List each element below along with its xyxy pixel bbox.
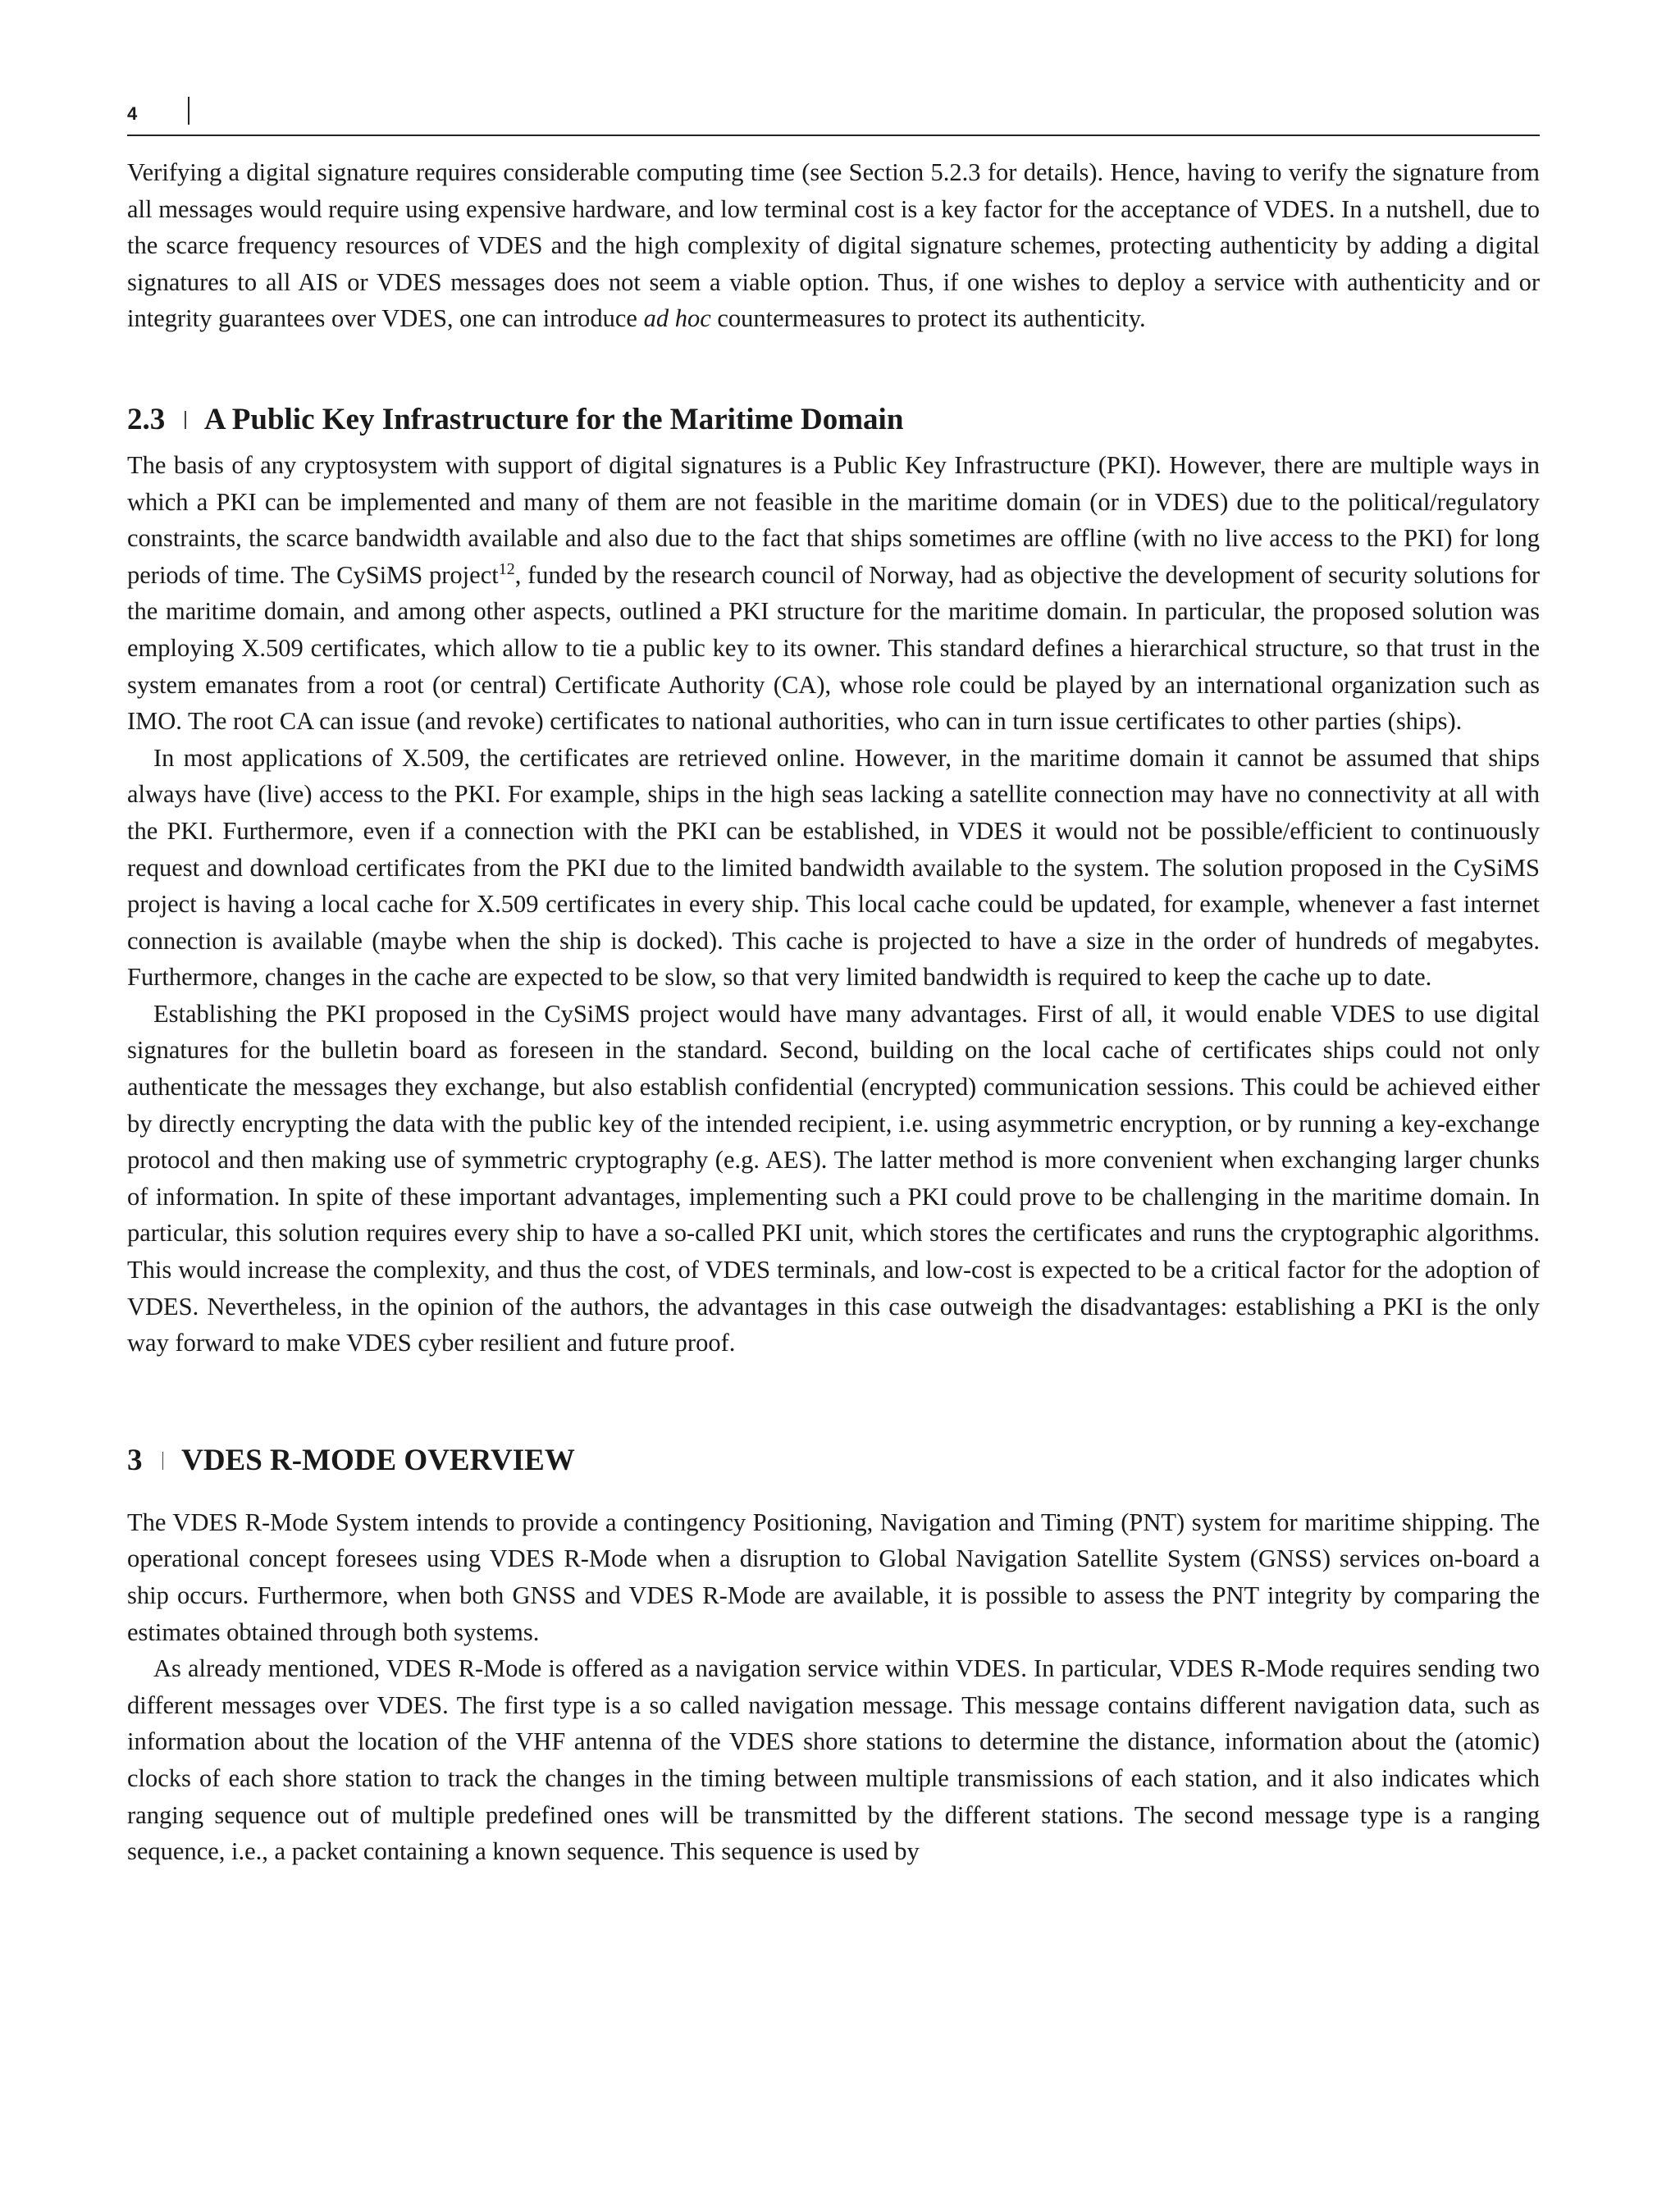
footnote-marker[interactable]: 12: [498, 559, 515, 578]
section-3-title: VDES R-MODE OVERVIEW: [181, 1443, 575, 1477]
paragraph-text-after: , funded by the research council of Norway, had as objective the development of security solutions for the maritime domain, and among other aspects, outlined a PKI structure for the maritime domain. In particular, the proposed solution was employing X.509 certificates, which allow to tie a public key to its owner. This standard defines a hierarchical structure, so that trust in the system emanates from a root (or central) Certificate Authority (CA), whose role could be played by an international organization such as IMO. The root CA can issue (and revoke) certificates to national authorities, who can in turn issue certificates to other parties (ships).: [127, 560, 1541, 736]
intro-emphasis: ad hoc: [643, 304, 711, 333]
section-2-3-paragraph-2: In most applications of X.509, the certificates are retrieved online. However, in the maritime domain it cannot be assumed that ships always have (live) access to the PKI. For example, ships in the high seas lacking a satellite connection may have no connectivity at all with the PKI. Furthermore, even if a connection with the PKI can be established, in VDES it would not be possible/efficient to continuously request and download certificates from the PKI due to the limited bandwidth available to the system. The solution proposed in the CySiMS project is having a local cache for X.509 certificates in every ship. This local cache could be updated, for example, whenever a fast internet connection is available (maybe when the ship is docked). This cache is projected to have a size in the order of hundreds of megabytes. Furthermore, changes in the cache are expected to be slow, so that very limited bandwidth is required to keep the cache up to date.: [127, 743, 1540, 992]
paragraph-text-before: The basis of any cryptosystem with support of digital signatures is a Public Key Infrastructure (PKI). However, there are multiple ways in which a PKI can be implemented and many of them are not feasible in the maritime domain (or in VDES) due to the political/regulatory constraints, the scarce bandwidth available and also due to the fact that ships sometimes are offline (with no live access to the PKI) for long periods of time. The CySiMS project: [127, 450, 1540, 589]
intro-text-before: Verifying a digital signature requires considerable computing time (see Section 5.2.3 for details). Hence, having to verify the signature from all messages would require using expensive hardware, and low terminal cost is a key factor for the acceptance of VDES. In a nutshell, due to the scarce frequency resources of VDES and the high complexity of digital signature schemes, protecting authenticity by adding a digital signatures to all AIS or VDES messages does not seem a viable option. Thus, if one wishes to deploy a service with authenticity and or integrity guarantees over VDES, one can introduce: [127, 158, 1540, 333]
running-header: [127, 92, 1540, 136]
heading-separator: [185, 411, 186, 429]
header-divider: [188, 97, 189, 125]
page: [127, 92, 1540, 1870]
section-2-3-title: A Public Key Infrastructure for the Maritime Domain: [203, 402, 904, 436]
intro-text-after: countermeasures to protect its authenticity.: [710, 304, 1146, 333]
section-2-3-number: 2.3: [127, 402, 166, 436]
section-3-paragraph-2: As already mentioned, VDES R-Mode is offered as a navigation service within VDES. In particular, VDES R-Mode requires sending two different messages over VDES. The first type is a so called navigation message. This message contains different navigation data, such as information about the location of the VHF antenna of the VDES shore stations to determine the distance, information about the (atomic) clocks of each shore station to track the changes in the timing between multiple transmissions of each station, and it also indicates which ranging sequence out of multiple predefined ones will be transmitted by the different stations. The second message type is a ranging sequence, i.e., a packet containing a known sequence. This sequence is used by: [127, 1654, 1540, 1866]
section-2-3-paragraph-3: Establishing the PKI proposed in the CySiMS project would have many advantages. First of all, it would enable VDES to use digital signatures for the bulletin board as foreseen in the standard. Second, building on the local cache of certificates ships could not only authenticate the messages they exchange, but also establish confidential (encrypted) communication sessions. This could be achieved either by directly encrypting the data with the public key of the intended recipient, i.e. using asymmetric encryption, or by running a key-exchange protocol and then making use of symmetric cryptography (e.g. AES). The latter method is more convenient when exchanging larger chunks of information. In spite of these important advantages, implementing such a PKI could prove to be challenging in the maritime domain. In particular, this solution requires every ship to have a so-called PKI unit, which stores the certificates and runs the cryptographic algorithms. This would increase the complexity, and thus the cost, of VDES terminals, and low-cost is expected to be a critical factor for the adoption of VDES. Nevertheless, in the opinion of the authors, the advantages in this case outweigh the disadvantages: establishing a PKI is the only way forward to make VDES cyber resilient and future proof.: [127, 999, 1540, 1357]
section-2-3-paragraph-1: [127, 447, 1540, 740]
section-3-number: 3: [127, 1443, 143, 1477]
intro-paragraph: [127, 154, 1540, 337]
page-number: 4: [127, 103, 138, 124]
section-2-3-heading: [127, 399, 1540, 440]
section-3-paragraph-1: The VDES R-Mode System intends to provide a contingency Positioning, Navigation and Timing (PNT) system for maritime shipping. The operational concept foresees using VDES R-Mode when a disruption to Global Navigation Satellite System (GNSS) services on-board a ship occurs. Furthermore, when both GNSS and VDES R-Mode are available, it is possible to assess the PNT integrity by comparing the estimates obtained through both systems.: [127, 1508, 1540, 1646]
heading-separator: [162, 1452, 164, 1470]
section-3-heading: [127, 1440, 1540, 1481]
